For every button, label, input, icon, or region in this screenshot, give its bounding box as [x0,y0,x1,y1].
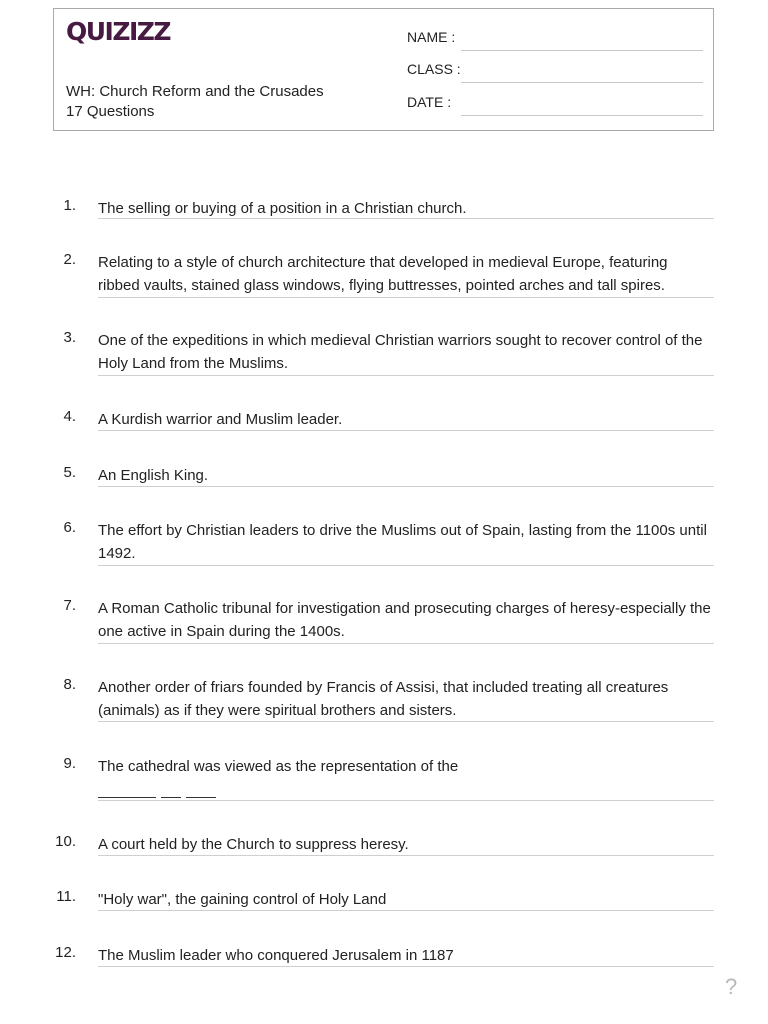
question-number: 10. [55,833,76,850]
date-label: DATE : [407,94,452,110]
question-number: 5. [63,464,76,481]
question-text: A court held by the Church to suppress heresy. [98,836,409,853]
blank-segment [186,796,216,798]
blank-segment [98,796,156,798]
question-number: 6. [63,519,76,536]
question-number: 3. [63,329,76,346]
question-text: A Roman Catholic tribunal for investigation and prosecuting charges of heresy-especially the one active in Spain during the 1400s. [98,600,711,640]
question-number: 8. [63,676,76,693]
answer-line[interactable] [98,565,714,566]
question-number: 2. [63,251,76,268]
answer-line[interactable] [98,218,714,219]
answer-line[interactable] [98,430,714,431]
question-text: One of the expeditions in which medieval Christian warriors sought to recover control of the Holy Land from the Muslims. [98,332,703,372]
quiz-title: WH: Church Reform and the Crusades [66,83,324,100]
question-text: The cathedral was viewed as the representation of the [98,758,459,775]
name-field[interactable] [407,29,703,51]
question-count: 17 Questions [66,103,155,120]
answer-line[interactable] [98,966,714,967]
date-line [461,115,703,116]
question-text: Another order of friars founded by Francis of Assisi, that included treating all creatures (animals) as if they were spiritual brothers and sisters. [98,679,669,719]
name-line [461,50,703,51]
answer-line[interactable] [98,375,714,376]
class-label: CLASS : [407,61,461,77]
question-number: 4. [63,408,76,425]
answer-line[interactable] [98,800,714,801]
question-number: 12. [55,944,76,961]
answer-line[interactable] [98,297,714,298]
worksheet-header [53,8,714,131]
quizizz-logo: QUIZIZZ [66,17,171,46]
question-text: "Holy war", the gaining control of Holy Land [98,891,387,908]
answer-line[interactable] [98,910,714,911]
question-text: A Kurdish warrior and Muslim leader. [98,411,343,428]
class-field[interactable] [407,61,703,83]
question-number: 9. [63,755,76,772]
answer-line[interactable] [98,855,714,856]
class-line [461,82,703,83]
blank-segment [161,796,181,798]
question-number: 11. [56,888,76,905]
name-label: NAME : [407,29,456,45]
fill-in-blank[interactable] [98,785,712,797]
question-text: The effort by Christian leaders to drive the Muslims out of Spain, lasting from the 1100s until 1492. [98,522,707,562]
date-field[interactable] [407,94,703,116]
question-text: The selling or buying of a position in a Christian church. [98,200,467,217]
question-number: 1. [63,197,76,214]
answer-line[interactable] [98,486,714,487]
question-text: Relating to a style of church architecture that developed in medieval Europe, featuring ribbed vaults, stained glass windows, flying buttresses, pointed arches and tall spires. [98,254,668,294]
question-number: 7. [63,597,76,614]
question-mark-icon[interactable]: ? [725,974,738,999]
question-text: The Muslim leader who conquered Jerusalem in 1187 [98,947,454,964]
answer-line[interactable] [98,721,714,722]
question-text: An English King. [98,467,209,484]
answer-line[interactable] [98,643,714,644]
